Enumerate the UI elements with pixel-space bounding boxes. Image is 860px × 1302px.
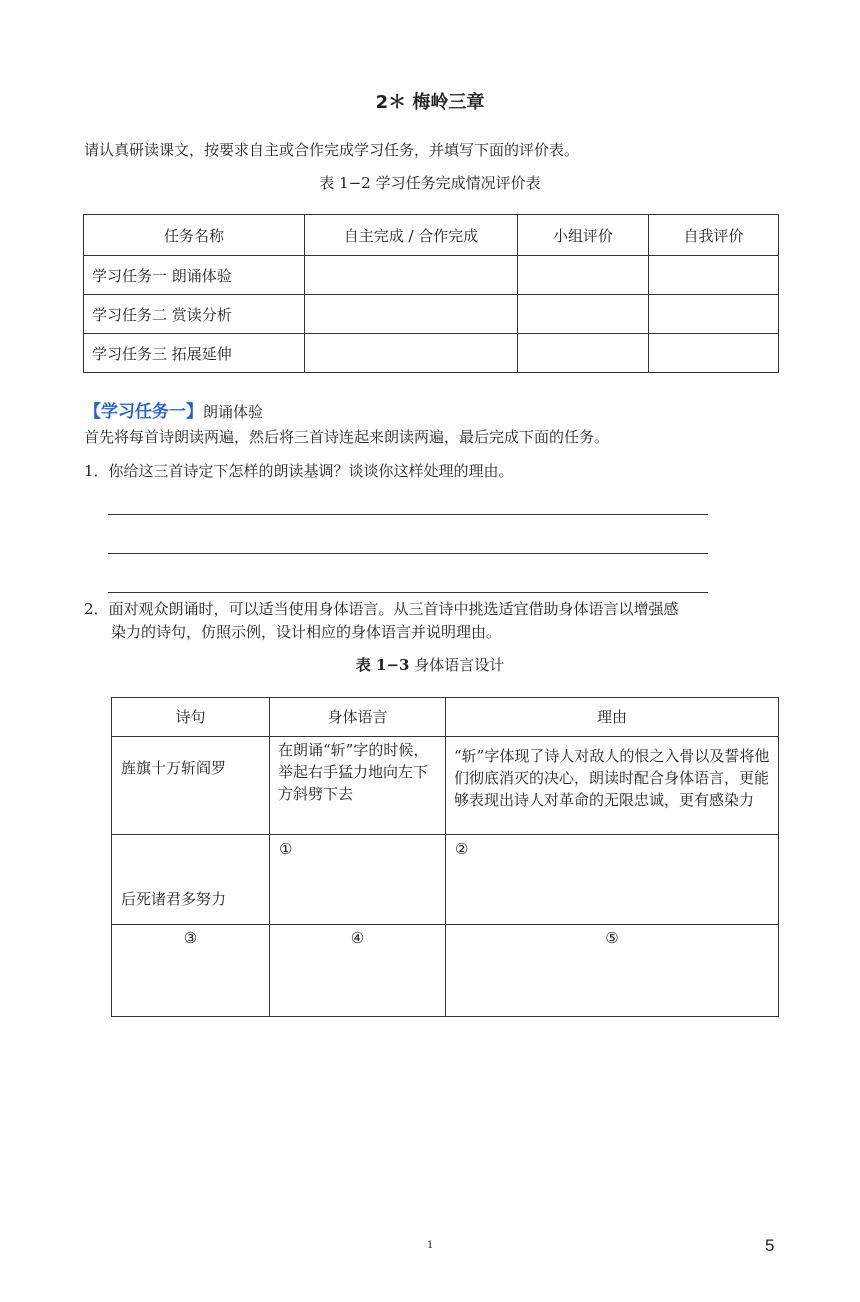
question-number: 2． [84,600,109,618]
example-body-cell: 在朗诵“斩”字的时候，举起右手猛力地向左下方斜劈下去 [270,737,446,835]
task1-heading [84,397,263,422]
blank-2-cell[interactable]: ② [446,835,779,925]
self-eval-cell[interactable] [649,256,779,295]
task-row-label: 学习任务一 朗诵体验 [84,256,305,295]
blank-4-cell[interactable]: ④ [270,925,446,1017]
task-row-label: 学习任务二 赏读分析 [84,295,305,334]
blank-1-cell[interactable]: ① [270,835,446,925]
question-text-line1: 面对观众朗诵时，可以适当使用身体语言。从三首诗中挑选适宜借助身体语言以增强感 [108,600,679,618]
group-eval-cell[interactable] [518,334,649,373]
evaluation-table [83,214,779,373]
question-1 [84,460,514,482]
group-eval-cell[interactable] [518,256,649,295]
completion-cell[interactable] [305,295,518,334]
header-self-eval: 自我评价 [649,215,779,256]
poem-cell: 后死诸君多努力 [112,835,270,925]
answer-line[interactable] [108,553,708,554]
table1-caption: 表 1−2 学习任务完成情况评价表 [319,174,541,192]
task-row-label: 学习任务三 拓展延伸 [84,334,305,373]
task1-description: 首先将每首诗朗读两遍，然后将三首诗连起来朗读两遍，最后完成下面的任务。 [84,428,610,446]
example-reason-cell: “斩”字体现了诗人对敌人的恨之入骨以及誓将他们彻底消灭的决心，朗读时配合身体语言，更能够表现出诗人对革命的无限忠诚，更有感染力 [446,737,779,835]
table2-caption-number: 表 1−3 [355,656,410,674]
table2-caption [0,654,860,675]
question-2-line2: 染力的诗句，仿照示例，设计相应的身体语言并说明理由。 [111,623,502,641]
header-completion: 自主完成 / 合作完成 [305,215,518,256]
question-2 [84,598,679,620]
group-eval-cell[interactable] [518,295,649,334]
header-task-name: 任务名称 [84,215,305,256]
header-group-eval: 小组评价 [518,215,649,256]
blank-3-cell[interactable]: ③ [112,925,270,1017]
blank-5-cell[interactable]: ⑤ [446,925,779,1017]
self-eval-cell[interactable] [649,334,779,373]
question-text: 你给这三首诗定下怎样的朗读基调？谈谈你这样处理的理由。 [108,462,514,480]
task1-name: 朗诵体验 [203,403,264,421]
example-poem-cell: 旌旗十万斩阎罗 [112,737,270,835]
header-reason: 理由 [446,698,779,737]
self-eval-cell[interactable] [649,295,779,334]
body-language-table [111,697,779,1017]
answer-line[interactable] [108,514,708,515]
header-body-language: 身体语言 [270,698,446,737]
question-number: 1． [84,462,109,480]
intro-text: 请认真研读课文，按要求自主或合作完成学习任务，并填写下面的评价表。 [84,141,580,159]
page-number: 5 [765,1236,775,1255]
completion-cell[interactable] [305,334,518,373]
table2-caption-title: 身体语言设计 [409,656,505,674]
completion-cell[interactable] [305,256,518,295]
answer-line[interactable] [108,592,708,593]
footer-small-number: 1 [427,1240,434,1251]
page-title: 2＊ 梅岭三章 [375,92,485,113]
header-poem: 诗句 [112,698,270,737]
task1-label: 【学习任务一】 [84,402,203,422]
